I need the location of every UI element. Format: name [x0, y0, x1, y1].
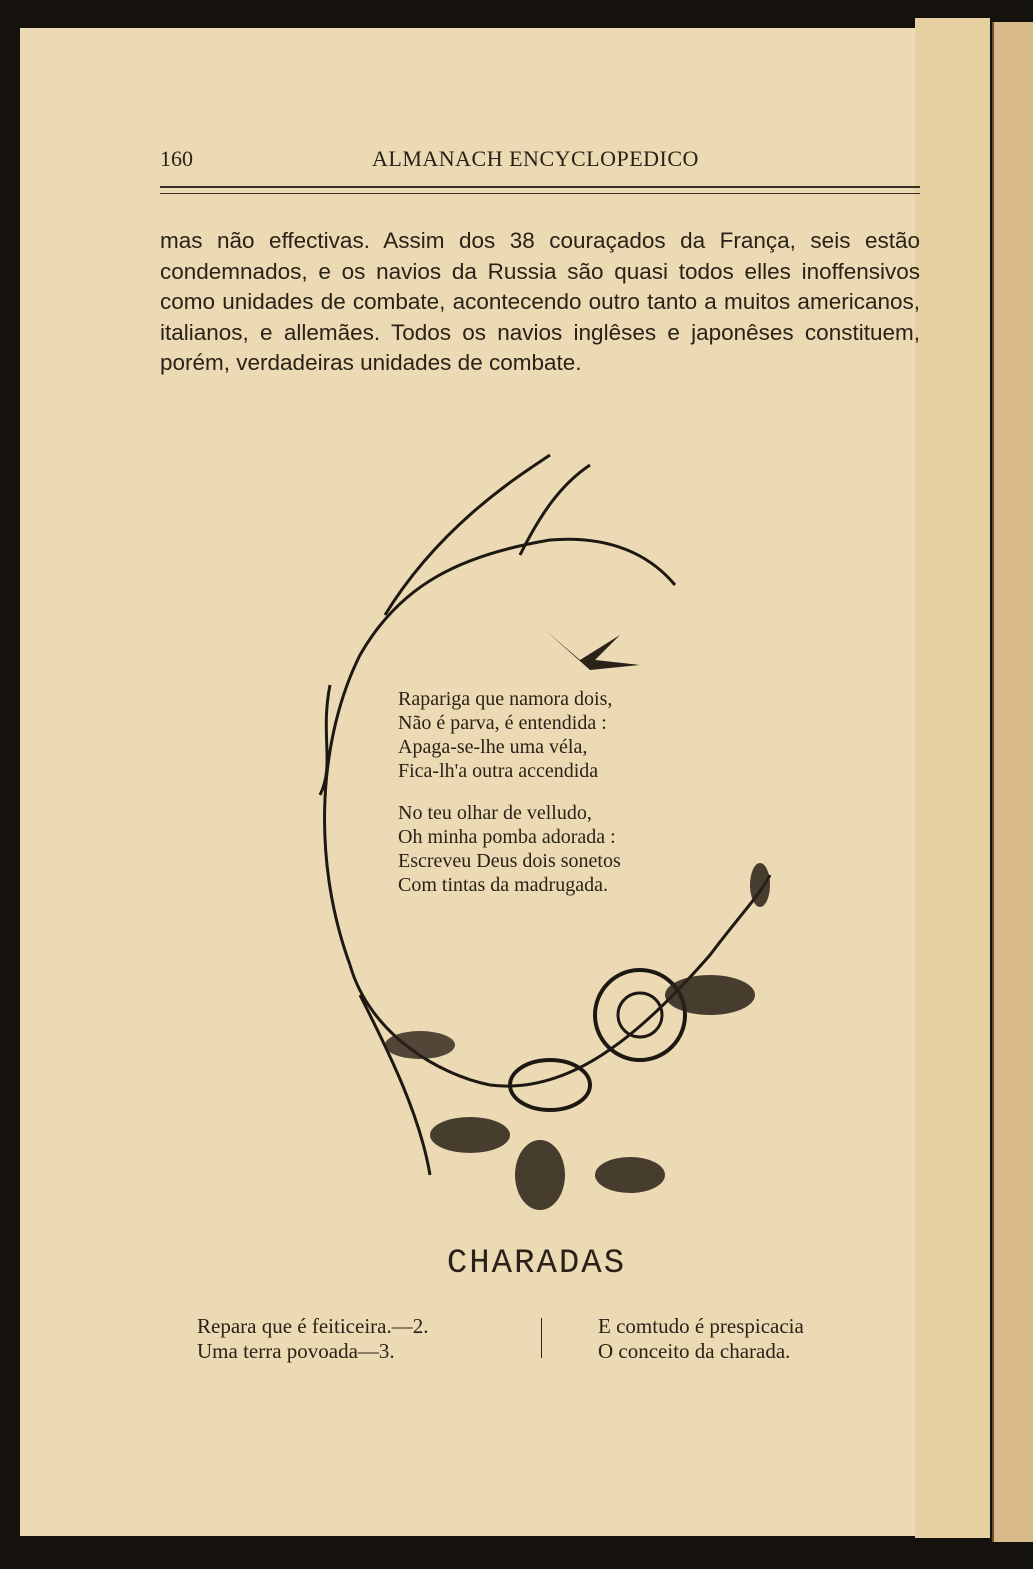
running-title: ALMANACH ENCYCLOPEDICO	[372, 146, 699, 171]
page-edge-outer	[992, 22, 1033, 1542]
poem-line: Não é parva, é entendida :	[398, 712, 607, 734]
charada-line: Repara que é feiticeira.—2.	[197, 1314, 429, 1338]
column-divider	[541, 1318, 542, 1358]
page-number: 160	[160, 146, 193, 171]
poem-stanza	[398, 801, 621, 897]
poem-line: Fica-lh'a outra accendida	[398, 760, 599, 782]
charada-line: E comtudo é prespicacia	[598, 1314, 804, 1338]
swallow-icon	[545, 630, 640, 670]
poem-line: Oh minha pomba adorada :	[398, 826, 616, 848]
charadas-title: CHARADAS	[446, 1245, 627, 1283]
poem-line: Rapariga que namora dois,	[398, 688, 613, 710]
poem-line: No teu olhar de velludo,	[398, 802, 592, 824]
charada-left	[197, 1314, 428, 1364]
body-text	[160, 226, 920, 379]
charada-line: O conceito da charada.	[598, 1339, 791, 1363]
charada-right	[598, 1314, 804, 1364]
section-title	[0, 1245, 1033, 1283]
paragraph: mas não effectivas. Assim dos 38 couraçados da França, seis estão condemnados, e os navios da Russia são quasi todos elles inoffensivos como unidades de combate, acontecendo outro tanto a muitos americanos, italianos, e allemães. Todos os navios inglêses e japonêses constituem, porém, verdadeiras unidades de combate.	[160, 228, 920, 375]
header-rule	[160, 186, 920, 194]
poem-line: Com tintas da madrugada.	[398, 874, 608, 896]
poem-line: Apaga-se-lhe uma véla,	[398, 736, 588, 758]
poem-stanza	[398, 687, 621, 783]
poem	[398, 687, 621, 915]
charada-line: Uma terra povoada—3.	[197, 1339, 395, 1363]
page-edge	[915, 18, 990, 1538]
poem-line: Escreveu Deus dois sonetos	[398, 850, 621, 872]
